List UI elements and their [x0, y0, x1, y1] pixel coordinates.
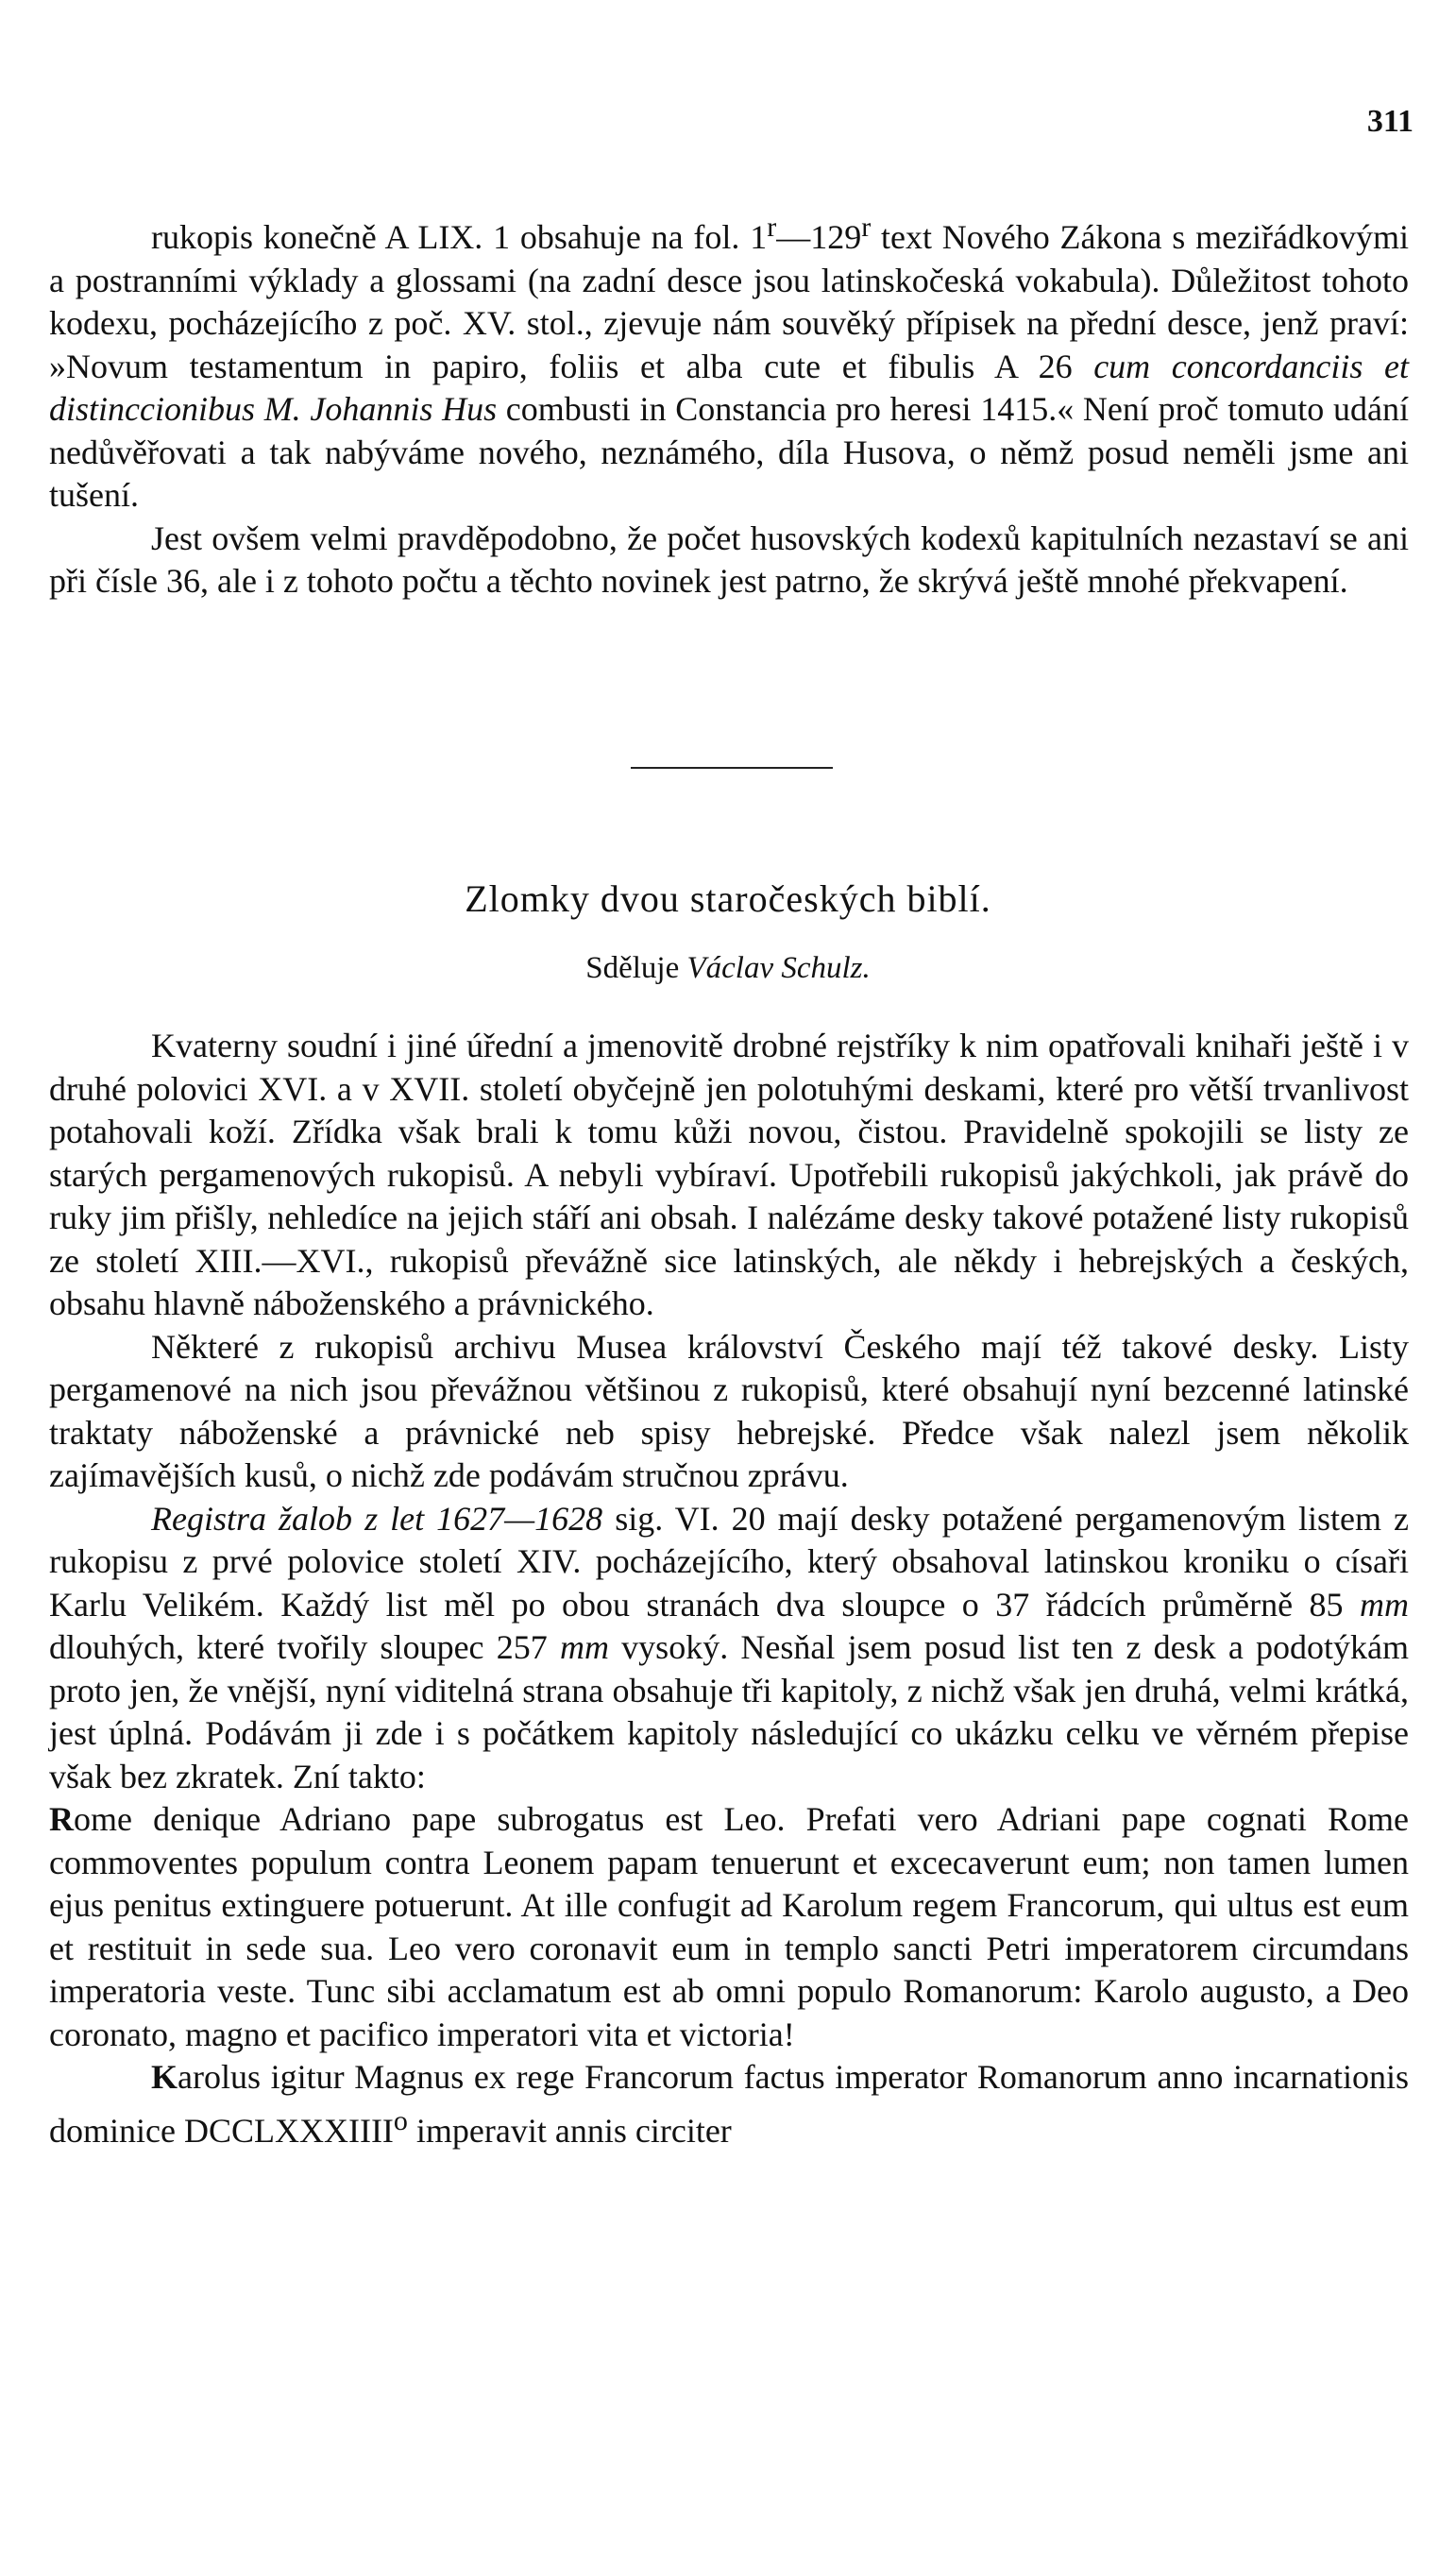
intro-paragraph-2: Jest ovšem velmi pravděpodobno, že počet husovských kodexů kapitulních nezastaví se ani při čísle 36, ale i z tohoto počtu a těchto novinek jest patrno, že skrývá ještě mnohé překvapení.	[49, 519, 1409, 600]
author-name: Václav Schulz.	[686, 951, 871, 985]
italic-citation: cum concordanciis et distinccionibus M. Johannis Hus	[49, 347, 1409, 428]
intro-paragraph-1: rukopis konečně A LIX. 1 obsahuje na fol. 1$^r$—129$^r$ text Nového Zákona s meziřádkovými a postranními výklady a glossami (na zadní desce jsou latinskočeská vokabula). Důležitost tohoto kodexu, pocházejícího z poč. XV. stol., zjevuje nám souvěký přípisek na přední desce, jenž praví: »Novum testamentum in papiro, foliis et alba cute et fibulis A 26 cum concordanciis et distinccionibus M. Johannis Hus combusti in Constancia pro heresi 1415.« Není proč tomuto udání nedůvěřovati a tak nabýváme nového, neznámého, díla Husova, o němž posud neměli jsme ani tušení.	[49, 212, 1409, 514]
article-title: Zlomky dvou staročeských biblí.	[465, 877, 991, 920]
article-paragraph-1: Kvaterny soudní i jiné úřední a jmenovitě drobné rejstříky k nim opatřovali knihaři ještě i v druhé polovici XVI. a v XVII. století obyčejně jen polotuhými deskami, které pro větší trvanlivost potahovali koží. Zřídka však brali k tomu kůži novou, čistou. Pravidelně spokojili se listy ze starých pergamenových rukopisů. A nebyli vybíraví. Upotřebili rukopisů jakýchkoli, jak právě do ruky jim přišly, nehledíce na jejich stáří ani obsah. I nalézáme desky takové potažené listy rukopisů ze století XIII.—XVI., rukopisů převážně sice latinských, ale někdy i hebrejských a českých, obsahu hlavně náboženského a právnického.	[49, 1027, 1409, 1322]
register-title: Registra žalob z let 1627—1628	[151, 1499, 603, 1538]
section-divider	[631, 767, 833, 769]
page-number: 311	[1366, 104, 1414, 139]
article-body	[49, 1025, 1409, 2152]
article-paragraph-2: Některé z rukopisů archivu Musea království Českého mají též takové desky. Listy pergamenové na nich jsou převážnou většinou z rukopisů, které obsahují nyní bezcenné latinské traktaty náboženské a právnické neb spisy hebrejské. Předce však nalezl jsem několik zajímavějších kusů, o nichž zde podávám stručnou zprávu.	[49, 1327, 1409, 1494]
initial-letter: R	[49, 1800, 74, 1838]
intro-text	[49, 206, 1409, 604]
article-paragraph-3: Registra žalob z let 1627—1628 sig. VI. 20 mají desky potažené pergamenovým listem z rukopisu z prvé polovice století XIV. pocházejícího, který obsahoval latinskou kroniku o císaři Karlu Velikém. Každý list měl po obou stranách dva sloupce o 37 řádcích průměrně 85 mm dlouhých, které tvořily sloupec 257 mm vysoký. Nesňal jsem posud list ten z desk a podotýkám proto jen, že vnější, nyní viditelná strana obsahuje tři kapitoly, z nichž však jen druhá, velmi krátká, jest úplná. Podávám ji zde i s počátkem kapitoly následující co ukázku celku ve věrném přepise však bez zkratek. Zní takto:	[49, 1499, 1410, 1795]
article-byline: Sděluje Václav Schulz.	[585, 951, 871, 985]
latin-quote-paragraph-2: Karolus igitur Magnus ex rege Francorum factus imperator Romanorum anno incarnationis dominice DCCLXXXIIII$^o$ imperavit annis circiter	[49, 2058, 1409, 2150]
latin-quote-paragraph-1: Rome denique Adriano pape subrogatus est Leo. Prefati vero Adriani pape cognati Rome commoventes populum contra Leonem papam tenuerunt et excecaverunt eum; non tamen lumen ejus penitus extinguere potuerunt. At ille confugit ad Karolum regem Francorum, qui ultus est eum et restituit in sede sua. Leo vero coronavit eum in templo sancti Petri imperatorem circumdans imperatoria veste. Tunc sibi acclamatum est ab omni populo Romanorum: Karolo augusto, a Deo coronato, magno et pacifico imperatori vita et victoria!	[49, 1800, 1409, 2053]
initial-letter: K	[151, 2058, 178, 2096]
